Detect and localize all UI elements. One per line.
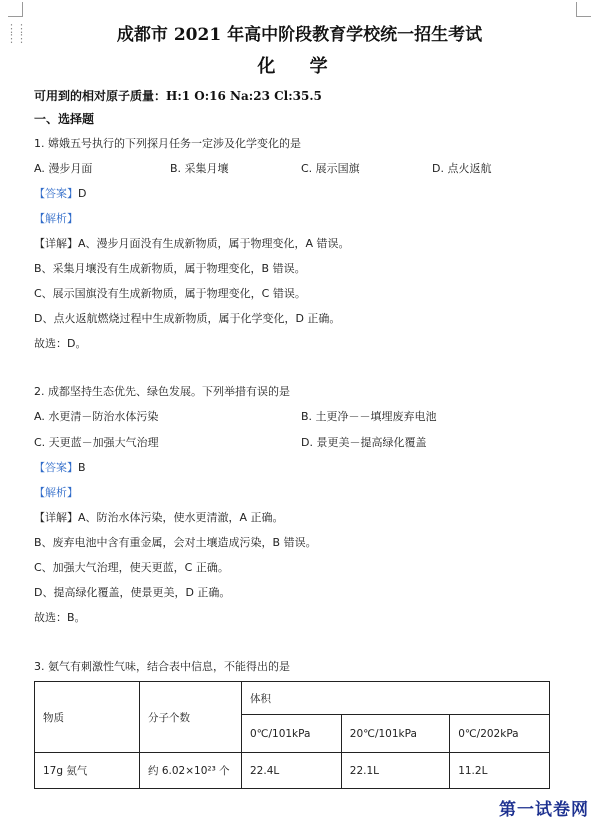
- q2-analysis-tag: 【解析】: [34, 486, 78, 499]
- q1-analysis-tag: 【解析】: [34, 212, 78, 225]
- q2-option-d: D. 景更美－提高绿化覆盖: [301, 436, 427, 449]
- q2-option-b: B. 土更净－－填埋废弃电池: [301, 410, 437, 423]
- q2-detail: [34, 511, 284, 525]
- q2-answer: [34, 461, 86, 475]
- detail-text: A、防治水体污染，使水更清澈，A 正确。: [78, 511, 284, 524]
- q2-conclusion: 故选：B。: [34, 611, 86, 624]
- subject-title: 化 学: [257, 56, 342, 77]
- table-cell-volume: 11.2L: [450, 753, 550, 789]
- q1-question: 1. 嫦娥五号执行的下列探月任务一定涉及化学变化的是: [34, 137, 301, 150]
- table-header-substance: 物质: [35, 682, 140, 753]
- q2-detail-line: D、提高绿化覆盖，使景更美，D 正确。: [34, 586, 231, 599]
- page-corner-mark: [8, 2, 23, 17]
- table-header-condition: 0℃/101kPa: [242, 715, 342, 753]
- drag-handle-icon[interactable]: ⋮⋮ ⋮⋮: [6, 22, 26, 45]
- q1-answer: [34, 187, 86, 201]
- q1-option-d: D. 点火返航: [432, 162, 492, 175]
- answer-tag: 【答案】: [34, 461, 78, 474]
- table-cell-molecules: 约 6.02×10²³ 个: [140, 753, 242, 789]
- q1-detail-line: C、展示国旗没有生成新物质，属于物理变化，C 错误。: [34, 287, 306, 300]
- atomic-mass-line: 可用到的相对原子质量：H:1 O:16 Na:23 Cl:35.5: [34, 89, 322, 103]
- table-cell-volume: 22.4L: [242, 753, 342, 789]
- q2-option-a: A. 水更清－防治水体污染: [34, 410, 159, 423]
- q1-option-b: B. 采集月壤: [170, 162, 229, 175]
- q1-detail-line: B、采集月壤没有生成新物质，属于物理变化，B 错误。: [34, 262, 306, 275]
- q2-question: 2. 成都坚持生态优先、绿色发展。下列举措有误的是: [34, 385, 290, 398]
- watermark-logo: 第一试卷网: [499, 800, 589, 820]
- q3-data-table: [34, 681, 550, 789]
- q1-detail-line: D、点火返航燃烧过程中生成新物质，属于化学变化，D 正确。: [34, 312, 341, 325]
- page-corner-mark: [576, 2, 591, 17]
- table-header-molecules: 分子个数: [140, 682, 242, 753]
- detail-tag: 【详解】: [34, 237, 78, 250]
- table-header-volume: 体积: [242, 682, 550, 715]
- detail-tag: 【详解】: [34, 511, 78, 524]
- detail-text: A、漫步月面没有生成新物质，属于物理变化，A 错误。: [78, 237, 350, 250]
- q1-detail: [34, 237, 350, 251]
- q1-conclusion: 故选：D。: [34, 337, 87, 350]
- answer-tag: 【答案】: [34, 187, 78, 200]
- exam-title: 成都市 2021 年高中阶段教育学校统一招生考试: [116, 25, 483, 45]
- answer-value: B: [78, 461, 86, 474]
- table-cell-substance: 17g 氨气: [35, 753, 140, 789]
- q2-detail-line: C、加强大气治理，使天更蓝，C 正确。: [34, 561, 229, 574]
- section-heading: 一、选择题: [34, 112, 95, 126]
- q2-option-c: C. 天更蓝－加强大气治理: [34, 436, 159, 449]
- q2-detail-line: B、废弃电池中含有重金属，会对土壤造成污染，B 错误。: [34, 536, 317, 549]
- q3-question: 3. 氨气有刺激性气味，结合表中信息，不能得出的是: [34, 660, 290, 673]
- table-cell-volume: 22.1L: [341, 753, 449, 789]
- table-header-condition: 20℃/101kPa: [341, 715, 449, 753]
- table-header-condition: 0℃/202kPa: [450, 715, 550, 753]
- q1-option-a: A. 漫步月面: [34, 162, 93, 175]
- q1-option-c: C. 展示国旗: [301, 162, 360, 175]
- answer-value: D: [78, 187, 87, 200]
